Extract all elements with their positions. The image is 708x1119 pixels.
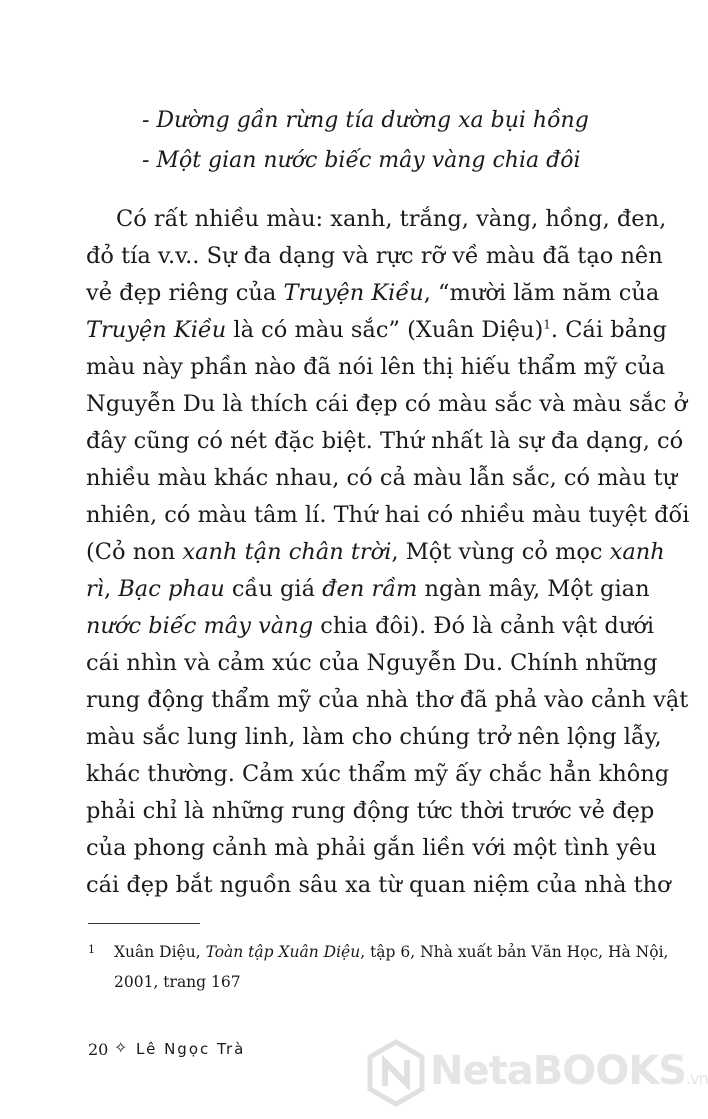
text-line: rì, Bạc phau cầu giá đen rầm ngàn mây, Một gian [86, 576, 650, 602]
verse-line-2: - Một gian nước biếc mây vàng chia đôi [142, 148, 581, 173]
page-number: 20 [88, 1040, 109, 1059]
footnote-text-continued: 2001, trang 167 [114, 973, 241, 991]
watermark-text: NetaBOOKS.vn [430, 1048, 708, 1094]
footnote-text: Xuân Diệu, Toàn tập Xuân Diệu, tập 6, Nhà xuất bản Văn Học, Hà Nội, [114, 943, 669, 961]
footnote-number: 1 [88, 943, 95, 956]
diamond-ornament-icon: ✧ [114, 1038, 128, 1057]
text-line: Nguyễn Du là thích cái đẹp có màu sắc và màu sắc ở [86, 391, 688, 417]
footnote-ref[interactable]: 1 [543, 317, 551, 332]
text-line: nhiều màu khác nhau, có cả màu lẫn sắc, có màu tự [86, 465, 678, 491]
text-line: màu sắc lung linh, làm cho chúng trở nên lộng lẫy, [86, 724, 662, 750]
text-line: của phong cảnh mà phải gắn liền với một tình yêu [86, 835, 657, 861]
text-line: rung động thẩm mỹ của nhà thơ đã phả vào cảnh vật [86, 687, 689, 713]
verse-line-1: - Dường gần rừng tía dường xa bụi hồng [142, 108, 589, 133]
author-name: Lê Ngọc Trà [136, 1040, 246, 1058]
text-line: màu này phần nào đã nói lên thị hiếu thẩm mỹ của [86, 354, 666, 380]
text-line: nước biếc mây vàng chia đôi). Đó là cảnh vật dưới [86, 613, 655, 639]
text-line: khác thường. Cảm xúc thẩm mỹ ấy chắc hẳn không [86, 761, 670, 787]
footnote-divider [88, 923, 200, 924]
text-line: đây cũng có nét đặc biệt. Thứ nhất là sự đa dạng, có [86, 428, 684, 454]
text-line: nhiên, có màu tâm lí. Thứ hai có nhiều màu tuyệt đối [86, 502, 690, 528]
netabooks-logo-icon [368, 1040, 424, 1106]
text-line: đỏ tía v.v.. Sự đa dạng và rực rỡ về màu đã tạo nên [86, 243, 663, 269]
netabooks-watermark [368, 1040, 708, 1106]
text-line: cái nhìn và cảm xúc của Nguyễn Du. Chính những [86, 650, 658, 676]
text-line: (Cỏ non xanh tận chân trời, Một vùng cỏ mọc xanh [86, 539, 665, 565]
text-line: vẻ đẹp riêng của Truyện Kiều, “mười lăm năm của [86, 280, 660, 306]
text-line: cái đẹp bắt nguồn sâu xa từ quan niệm của nhà thơ [86, 872, 671, 898]
text-line: Có rất nhiều màu: xanh, trắng, vàng, hồng, đen, [116, 206, 667, 232]
text-line: Truyện Kiều là có màu sắc” (Xuân Diệu)$^1$. Cái bảng [86, 317, 667, 343]
text-line: phải chỉ là những rung động tức thời trước vẻ đẹp [86, 798, 655, 824]
